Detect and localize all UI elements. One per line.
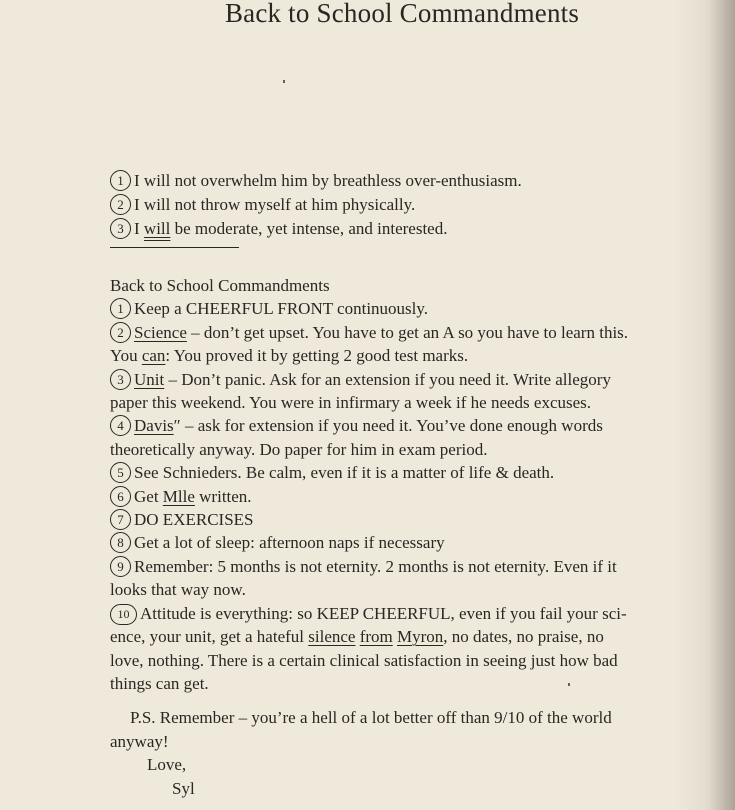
list-item-text: – don’t get upset. You have to get an A so you have to learn this.: [186, 322, 629, 342]
item-number-circle: 1: [110, 170, 131, 191]
postscript: [110, 706, 612, 800]
list-item: [110, 368, 735, 391]
item-number-circle: 2: [110, 194, 131, 215]
section-divider: [110, 247, 239, 248]
underlined-word: from: [359, 627, 393, 647]
list-item: [110, 461, 735, 484]
first-commandment-list: [110, 169, 522, 241]
item-number-circle: 3: [110, 369, 131, 390]
subject-label: Davis: [134, 416, 174, 436]
list-item-text: : You proved it by getting 2 good test marks.: [165, 346, 469, 366]
list-item-text: Keep a CHEERFUL FRONT continuously.: [134, 299, 429, 319]
list-item: [110, 414, 735, 437]
postscript-line: P.S. Remember – you’re a hell of a lot better off than 9/10 of the world: [130, 708, 612, 727]
list-item-text: Get: [134, 486, 163, 506]
item-number-circle: 10: [110, 604, 137, 625]
item-number-circle: 5: [110, 462, 131, 483]
list-item-text: – Don’t panic. Ask for an extension if you need it. Write allegory: [164, 369, 611, 389]
list-item-text: Attitude is everything: so KEEP CHEERFUL, even if you fail your sci-: [140, 603, 627, 623]
section-heading: Back to School Commandments: [110, 276, 330, 295]
list-item: [110, 321, 735, 344]
list-item: [110, 169, 522, 193]
list-item-text: See Schnieders. Be calm, even if it is a matter of life & death.: [134, 463, 555, 483]
emphasized-word: can: [141, 346, 166, 366]
list-item: [110, 508, 735, 531]
list-item: [110, 485, 735, 508]
list-item-continuation: looks that way now.: [110, 580, 246, 600]
ink-speck: [283, 80, 285, 83]
list-item-continuation: theoretically anyway. Do paper for him in exam period.: [110, 439, 488, 459]
signature: Syl: [172, 778, 195, 798]
list-item: [110, 555, 735, 578]
list-item: [110, 193, 522, 217]
list-item-continuation: [110, 625, 735, 648]
list-item-continuation: things can get.: [110, 673, 209, 693]
list-item-text: Remember: 5 months is not eternity. 2 months is not eternity. Even if it: [134, 556, 617, 576]
closing-salutation: Love,: [147, 755, 187, 774]
ink-speck: [568, 683, 570, 686]
list-item-text: I: [134, 219, 144, 238]
item-number-circle: 9: [110, 556, 131, 577]
item-number-circle: 1: [110, 298, 131, 319]
item-number-circle: 6: [110, 486, 131, 507]
list-item-text: DO EXERCISES: [134, 510, 254, 530]
list-item-continuation: [110, 344, 735, 367]
list-item-text: You: [110, 346, 142, 366]
subject-label: Mlle: [162, 486, 195, 506]
list-item-text: ence, your unit, get a hateful: [110, 627, 309, 647]
list-item-text: I will not throw myself at him physically.: [134, 195, 416, 214]
list-item-continuation: paper this weekend. You were in infirmary a week if he needs excuses.: [110, 393, 592, 413]
item-number-circle: 7: [110, 509, 131, 530]
list-item-text: ″ – ask for extension if you need it. You’ve done enough words: [173, 416, 603, 436]
subject-label: Unit: [134, 369, 165, 389]
item-number-circle: 3: [110, 218, 131, 239]
underlined-word: silence: [308, 627, 356, 647]
postscript-line: anyway!: [110, 731, 169, 751]
item-number-circle: 8: [110, 532, 131, 553]
list-item-text: Get a lot of sleep: afternoon naps if necessary: [134, 533, 445, 553]
list-item-text: written.: [194, 486, 252, 506]
page-title: Back to School Commandments: [224, 0, 580, 28]
second-commandment-list: [110, 274, 735, 695]
underlined-word: Myron: [397, 627, 444, 647]
list-item-text: I will not overwhelm him by breathless over-enthusiasm.: [134, 171, 522, 190]
item-number-circle: 4: [110, 415, 131, 436]
item-number-circle: 2: [110, 322, 131, 343]
emphasized-word: will: [143, 219, 171, 238]
list-item-continuation: love, nothing. There is a certain clinical satisfaction in seeing just how bad: [110, 650, 618, 670]
list-item: [110, 297, 735, 320]
subject-label: Science: [134, 322, 187, 342]
list-item-text: , no dates, no praise, no: [443, 627, 604, 647]
list-item: [110, 531, 735, 554]
list-item: [110, 217, 522, 241]
list-item-text: be moderate, yet intense, and interested.: [170, 219, 448, 238]
list-item: [110, 602, 735, 625]
